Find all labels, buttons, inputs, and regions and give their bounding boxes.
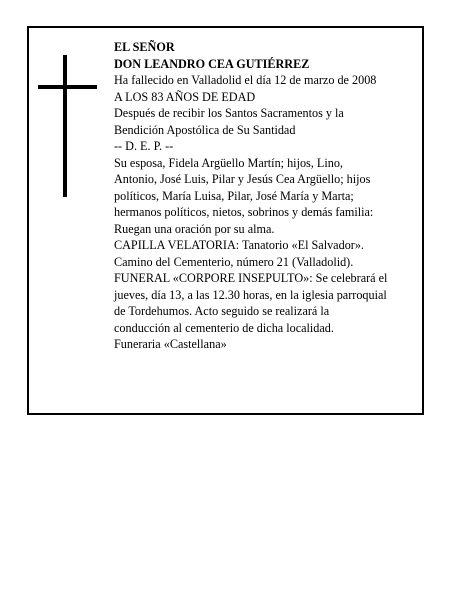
notice-line: hermanos políticos, nietos, sobrinos y demás familia: — [114, 205, 374, 219]
notice-line: Después de recibir los Santos Sacramentos y la — [114, 106, 344, 120]
notice-line: Antonio, José Luis, Pilar y Jesús Cea Argüello; hijos — [114, 172, 371, 186]
notice-line: FUNERAL «CORPORE INSEPULTO»: Se celebrará el — [114, 271, 388, 285]
notice-line: -- D. E. P. -- — [114, 139, 174, 153]
notice-line: Bendición Apostólica de Su Santidad — [114, 122, 296, 137]
notice-line: jueves, día 13, a las 12.30 horas, en la iglesia parroquial — [114, 287, 387, 302]
cross-icon-vertical-bar — [63, 55, 67, 197]
notice-line: Ruegan una oración por su alma. — [114, 221, 275, 236]
notice-line: A LOS 83 AÑOS DE EDAD — [114, 89, 256, 104]
notice-line: CAPILLA VELATORIA: Tanatorio «El Salvador». — [114, 238, 364, 252]
notice-line-title: EL SEÑOR — [114, 40, 175, 54]
notice-line-name: DON LEANDRO CEA GUTIÉRREZ — [114, 56, 310, 71]
obituary-text — [114, 39, 424, 353]
notice-line: Funeraria «Castellana» — [114, 337, 227, 351]
notice-line: Ha fallecido en Valladolid el día 12 de marzo de 2008 — [114, 73, 377, 87]
cross-icon-horizontal-bar — [38, 85, 97, 89]
notice-line: conducción al cementerio de dicha localidad. — [114, 320, 334, 335]
notice-line: Su esposa, Fidela Argüello Martín; hijos, Lino, — [114, 155, 343, 170]
notice-line: políticos, María Luisa, Pilar, José María y Marta; — [114, 188, 354, 203]
notice-line: Camino del Cementerio, número 21 (Valladolid). — [114, 254, 354, 269]
notice-line: de Tordehumos. Acto seguido se realizará la — [114, 304, 330, 318]
